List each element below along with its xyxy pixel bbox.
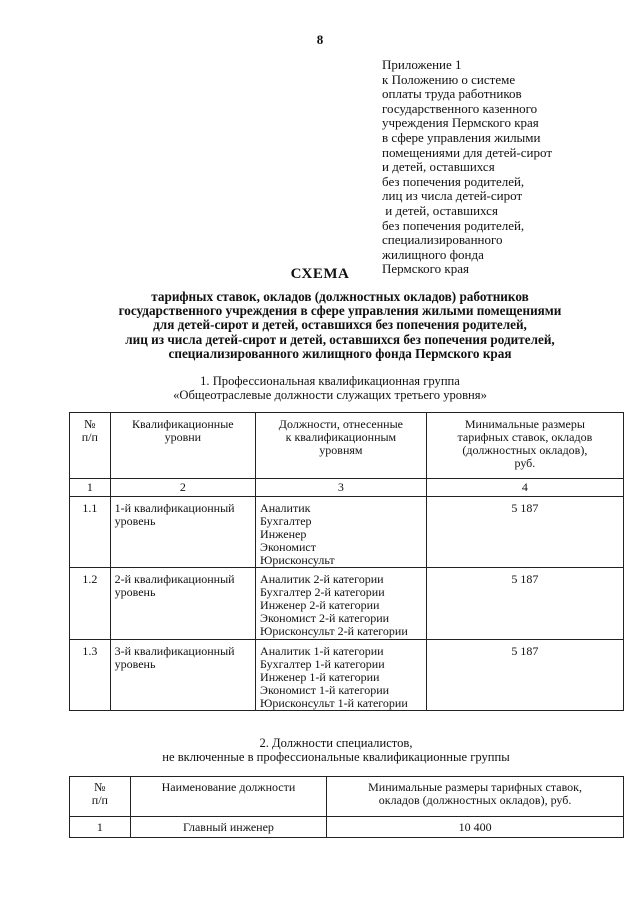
- appendix-line: Пермского края: [382, 261, 469, 277]
- column-number-row: [70, 479, 624, 497]
- row-min-rate: 5 187: [426, 640, 623, 711]
- table-row: [70, 497, 624, 568]
- row-position-name: Главный инженер: [130, 817, 326, 838]
- row-level: 2-й квалификационный уровень: [110, 568, 255, 640]
- table-row: [70, 568, 624, 640]
- row-number: 1.1: [70, 497, 111, 568]
- header-min-rate: Минимальные размеры тарифных ставок, окладов (должностных окладов), руб.: [327, 777, 624, 817]
- section1-heading-line: «Общеотраслевые должности служащих третьего уровня»: [173, 388, 487, 402]
- header-level: Квалификационные уровни: [110, 413, 255, 479]
- subtitle-line: специализированного жилищного фонда Пермского края: [168, 345, 512, 361]
- row-level: 3-й квалификационный уровень: [110, 640, 255, 711]
- header-positions: Должности, отнесенные к квалификационным уровням: [256, 413, 427, 479]
- appendix-line: государственного казенного: [382, 100, 538, 116]
- header-position-name: Наименование должности: [130, 777, 326, 817]
- table-header-row: [70, 413, 624, 479]
- appendix-line: без попечения родителей,: [382, 217, 525, 233]
- section2-table: [69, 776, 624, 838]
- appendix-line: учреждения Пермского края: [382, 115, 539, 131]
- appendix-line: лиц из числа детей-сирот: [382, 188, 523, 204]
- appendix-line: и детей, оставшихся: [382, 159, 495, 175]
- section1-heading-line: 1. Профессиональная квалификационная группа: [200, 374, 460, 388]
- section2-heading-line: не включенные в профессиональные квалификационные группы: [162, 750, 510, 764]
- row-positions: Аналитик 1-й категории Бухгалтер 1-й категории Инженер 1-й категории Экономист 1-й категории Юрисконсульт 1-й категории: [256, 640, 427, 711]
- section1-table: [69, 412, 624, 711]
- appendix-line: оплаты труда работников: [382, 86, 522, 102]
- row-positions: Аналитик 2-й категории Бухгалтер 2-й категории Инженер 2-й категории Экономист 2-й категории Юрисконсульт 2-й категории: [256, 568, 427, 640]
- appendix-line: в сфере управления жилыми: [382, 129, 541, 145]
- column-number: 4: [426, 479, 623, 497]
- row-number: 1: [70, 817, 131, 838]
- subtitle-line: тарифных ставок, окладов (должностных окладов) работников: [151, 289, 529, 304]
- row-positions: Аналитик Бухгалтер Инженер Экономист Юрисконсульт: [256, 497, 427, 568]
- header-min-rate: Минимальные размеры тарифных ставок, окладов (должностных окладов), руб.: [426, 413, 623, 479]
- header-no: № п/п: [70, 413, 111, 479]
- row-number: 1.3: [70, 640, 111, 711]
- row-number: 1.2: [70, 568, 111, 640]
- appendix-line: жилищного фонда: [382, 246, 484, 262]
- row-min-rate: 10 400: [327, 817, 624, 838]
- table-row: [70, 817, 624, 838]
- subtitle-line: лиц из числа детей-сирот и детей, оставшихся без попечения родителей,: [125, 331, 555, 347]
- appendix-block: [382, 58, 612, 277]
- header-no: № п/п: [70, 777, 131, 817]
- document-subtitle: [60, 290, 620, 361]
- column-number: 1: [70, 479, 111, 497]
- section2-heading-line: 2. Должности специалистов,: [259, 736, 413, 750]
- appendix-line: специализированного: [382, 232, 503, 248]
- row-level: 1-й квалификационный уровень: [110, 497, 255, 568]
- subtitle-line: для детей-сирот и детей, оставшихся без попечения родителей,: [153, 317, 527, 333]
- appendix-line: Приложение 1: [382, 57, 462, 72]
- section2-heading: [16, 736, 640, 764]
- subtitle-line: государственного учреждения в сфере управления жилыми помещениями: [118, 303, 562, 319]
- appendix-line: помещениями для детей-сирот: [382, 144, 553, 160]
- appendix-line: и детей, оставшихся: [382, 202, 498, 218]
- page-number: 8: [316, 32, 324, 47]
- column-number: 2: [110, 479, 255, 497]
- row-min-rate: 5 187: [426, 497, 623, 568]
- section1-heading: [10, 374, 640, 402]
- document-title: СХЕМА: [290, 266, 350, 282]
- table-header-row: [70, 777, 624, 817]
- column-number: 3: [256, 479, 427, 497]
- row-min-rate: 5 187: [426, 568, 623, 640]
- appendix-line: к Положению о системе: [382, 71, 516, 87]
- appendix-line: без попечения родителей,: [382, 173, 525, 189]
- table-row: [70, 640, 624, 711]
